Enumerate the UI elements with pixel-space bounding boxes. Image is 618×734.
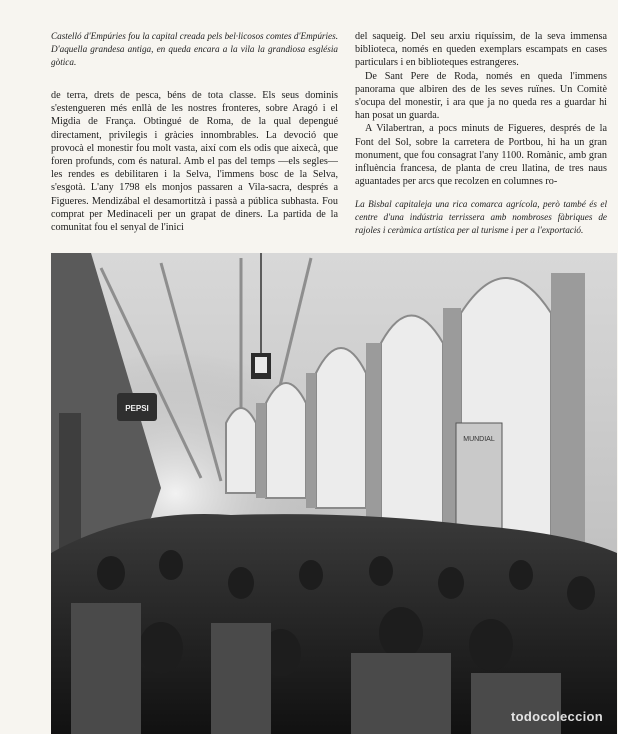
wall-poster-text: MUNDIAL xyxy=(463,436,495,443)
left-text-column xyxy=(51,30,338,234)
watermark-text: todocoleccion xyxy=(510,709,603,724)
la-bisbal-photo-caption: La Bisbal capitaleja una rica comarca agrícola, però també és el centre d'una indústria terrissera amb nombroses fàbriques de rajoles i ceràmica artística per al turisme i per a l'exportació. xyxy=(355,199,607,236)
right-paragraph-1: del saqueig. Del seu arxiu riquíssim, de la seva immensa biblioteca, només en queden exemplars escampats en cases particulars i en biblioteques estrangeres. xyxy=(355,31,607,69)
left-body-paragraph: de terra, drets de pesca, béns de tota classe. Els seus dominis s'estengueren més enllà de les nostres fronteres, sobre Aragó i el Migdia de França. Obtingué de Roma, de la qual depengué directament, privilegis i gràcies innombrables. La devoció que provocà el monestir fou molt vasta, així com els odis que aixecà, que foren profunds, com és natural. Amb el pas del temps —els segles— les rendes es debilitaren i la Selva, l'immens bosc de la Selva, s'esgotà. L'any 1798 els monjos passaren a Vila-sacra, després a Figueres. Mendizábal el desamortitzà i passà a pública subhasta. Fou comprat per Medinaceli per un grapat de diners. La partida de la comunitat fou el senyal de l'inici xyxy=(51,90,338,234)
right-text-column xyxy=(355,30,607,237)
arcade-market-photo xyxy=(51,253,617,734)
arcade-photo-illustration xyxy=(51,253,617,734)
right-paragraph-3: A Vilabertran, a pocs minuts de Figueres, després de la Font del Sol, sobre la carretera de Portbou, hi ha un gran monument, que fou consagrat l'any 1100. Romànic, amb gran influència francesa, de planta de creu llatina, de tres naus aguantades per arcs que recolzen en columnes ro- xyxy=(355,123,607,188)
right-paragraph-2: De Sant Pere de Roda, només en queda l'immens panorama que albiren des de les seves ruïnes. Un Comitè s'ocupa del monestir, i ara que ja no queda res a guardar hi han posat un guarda. xyxy=(355,70,607,122)
pepsi-sign-text: PEPSI xyxy=(125,404,149,413)
castello-photo-caption: Castelló d'Empúries fou la capital creada pels bel·licosos comtes d'Empúries. D'aquella grandesa antiga, en queda encara a la vila la grandiosa església gòtica. xyxy=(51,31,338,67)
